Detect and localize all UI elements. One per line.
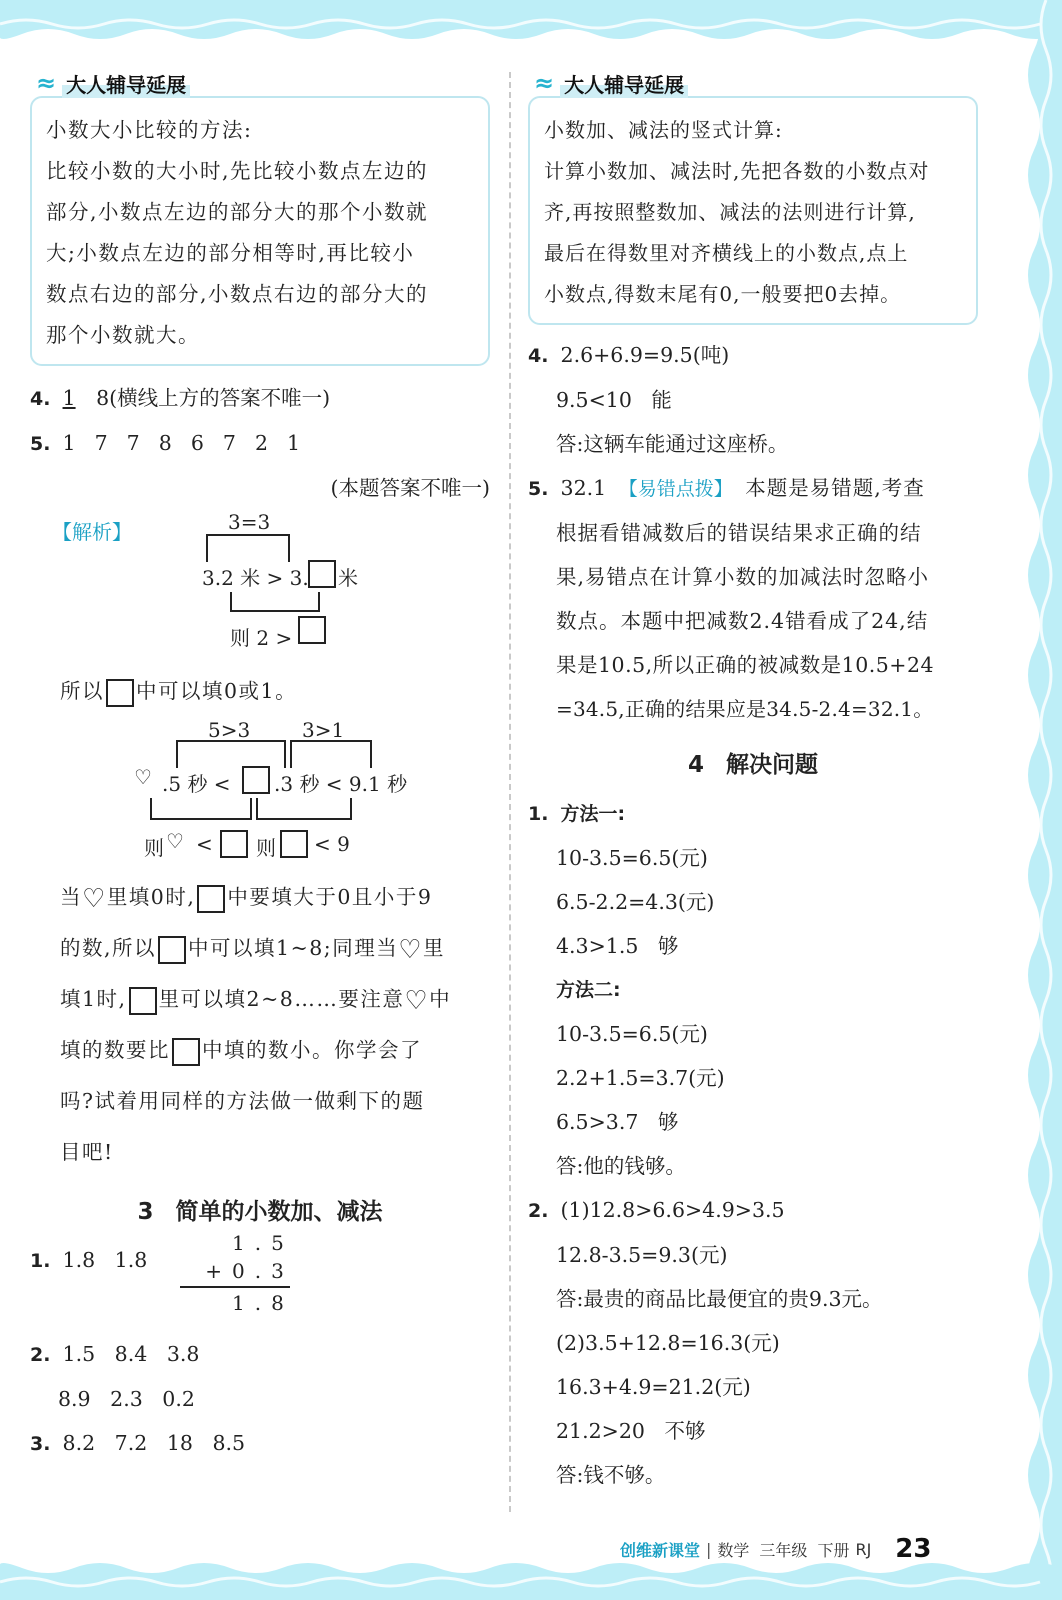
left-column <box>30 68 490 1466</box>
wave-icon: ≈ <box>36 69 57 97</box>
answer-box <box>220 830 248 858</box>
tip-line: 部分,小数点左边的部分大的那个小数就 <box>46 200 429 224</box>
s3-question-2: 2. 1.5 8.4 3.8 <box>30 1342 200 1366</box>
analysis-diagram-1: 【解析】 3=3 3.2 米 > 3. 米 则 2 > <box>52 510 358 650</box>
tip-line: 大;小数点左边的部分相等时,再比较小 <box>46 241 415 265</box>
column-divider <box>509 72 511 1512</box>
tip-line: 计算小数加、减法时,先把各数的小数点对 <box>544 159 930 183</box>
analysis-diagram-2: 5>3 3>1 ♡ .5 秒 < .3 秒 < 9.1 秒 则 ♡ < 则 < 9 <box>134 718 408 860</box>
analysis-text: 的数,所以 <box>60 936 157 960</box>
tip-line: 小数加、减法的竖式计算: <box>544 118 783 142</box>
analysis-line <box>60 974 490 1025</box>
subject: 数学 <box>717 1540 750 1560</box>
top-wave-border <box>0 0 1062 52</box>
analysis-text: 中可以填1~8;同理当 <box>188 936 399 960</box>
vertical-calculation: 1.5 +0.3 1.8 <box>180 1238 300 1322</box>
heart-icon: ♡ <box>134 765 152 789</box>
answer-box <box>280 830 308 858</box>
analysis-text: 中 <box>429 987 452 1011</box>
answer-box <box>172 1038 200 1066</box>
tip-line: 数点右边的部分,小数点右边的部分大的 <box>46 282 429 306</box>
analysis-line <box>60 923 490 974</box>
answer-box <box>129 987 157 1015</box>
analysis-text: 目吧! <box>60 1140 114 1164</box>
analysis-text: 中要填大于0且小于9 <box>227 885 433 909</box>
tip-line: 那个小数就大。 <box>46 323 200 347</box>
answer-box <box>242 766 270 794</box>
s3-question-2-line2: 8.9 2.3 0.2 <box>58 1387 195 1411</box>
term: 下册 <box>817 1540 850 1560</box>
question-5: 5. 1 7 7 8 6 7 2 1 <box>30 431 303 455</box>
tip-header <box>30 68 490 98</box>
analysis-line <box>60 1076 490 1127</box>
analysis-para-2 <box>30 872 490 1178</box>
answer-box <box>106 679 134 707</box>
analysis-text: 里 <box>423 936 446 960</box>
analysis-tag: 【解析】 <box>52 520 132 544</box>
s3-question-1: 1. 1.8 1.8 1.5 +0.3 1.8 <box>30 1238 490 1328</box>
heart-icon: ♡ <box>166 829 184 853</box>
s4-question-2: 2. (1)12.8>6.6>4.9>3.5 <box>528 1198 785 1222</box>
page-number: 23 <box>895 1534 932 1564</box>
tip-line: 小数大小比较的方法: <box>46 118 253 142</box>
analysis-text: 填的数要比 <box>60 1038 170 1062</box>
tip-line: 比较小数的大小时,先比较小数点左边的 <box>46 159 429 183</box>
analysis-text: 吗?试着用同样的方法做一做剩下的题 <box>60 1089 425 1113</box>
tip-box <box>528 96 978 325</box>
analysis-para-1: 所以 中可以填0或1。 <box>30 668 490 714</box>
analysis-line <box>60 1127 490 1178</box>
analysis-text: 中填的数小。你学会了 <box>202 1038 422 1062</box>
right-column: ≈ 大人辅导延展 小数加、减法的竖式计算: 计算小数加、减法时,先把各数的小数点对 齐,再按照整数加、减法的法则进行计算, 最后在得数里对齐横线上的小数点,点上 小数点,得数末尾有0,一般要把0去掉。 4. 2.6+6.9=9.5(吨) 9.5<10 能 答:这辆车能通过这座桥。 5. 32.1 【易错点拨】 本题是易错题,考查 根据看错减数后的错误结果求正确的结 果,易错点在计算小数的加减法时忽略小 数点。本题中把减数2.4错看成了24,结 果是10.5,所以正确的被减数是10.5+24 =34.5,正确的结果应是34.5-2.4=32.1。 4 解决问题 1. 方法一: 10-3.5=6.5(元) 6.5-2.2=4.3(元) 4.3>1.5 够 方法二: 10-3.5=6.5(元) 2.2+1.5=3.7(元) 6.5>3.7 够 答:他的钱够。 2. (1)12.8>6.6>4.9>3.5 12.8-3.5=9.3(元) 答:最贵的商品比最便宜的贵9.3元。 (2)3.5+12.8=16.3(元) 16.3+4.9=21.2(元) 21.2>20 不够 答:钱不够。 <box>528 68 978 1497</box>
tip-box <box>30 96 490 366</box>
tip-line: 最后在得数里对齐横线上的小数点,点上 <box>544 241 909 265</box>
tip-title: 大人辅导延展 <box>560 69 688 98</box>
s3-question-3: 3. 8.2 7.2 18 8.5 <box>30 1431 246 1455</box>
analysis-text: 当 <box>60 885 82 909</box>
question-5-note: (本题答案不唯一) <box>330 476 490 500</box>
error-tip-tag: 【易错点拨】 <box>618 478 733 500</box>
analysis-text: 填1时, <box>60 987 127 1011</box>
analysis-line <box>60 1025 490 1076</box>
tip-line: 小数点,得数末尾有0,一般要把0去掉。 <box>544 282 902 306</box>
tip-header <box>528 68 978 98</box>
edition: RJ <box>855 1539 872 1559</box>
brand-name: 创维新课堂 <box>620 1540 701 1560</box>
section-3-title: 3 简单的小数加、减法 <box>137 1199 383 1225</box>
analysis-line <box>60 872 490 923</box>
s4-question-1: 1. 方法一: <box>528 803 626 825</box>
answer-box <box>308 560 336 588</box>
heart-icon: ♡ <box>404 985 430 1016</box>
answer-box <box>158 936 186 964</box>
heart-icon: ♡ <box>82 883 107 914</box>
right-wave-border <box>1000 0 1062 1600</box>
answer-box <box>197 885 225 913</box>
r-question-5: 5. 32.1 【易错点拨】 本题是易错题,考查 <box>528 476 925 500</box>
analysis-text: 里可以填2~8……要注意 <box>158 987 405 1011</box>
section-4-title: 4 解决问题 <box>687 752 818 778</box>
answer-box <box>298 616 326 644</box>
tip-title: 大人辅导延展 <box>62 69 190 98</box>
heart-icon: ♡ <box>398 934 424 965</box>
grade: 三年级 <box>759 1540 808 1560</box>
r-question-4: 4. 2.6+6.9=9.5(吨) <box>528 343 730 367</box>
page-footer: 创维新课堂 | 数学 三年级 下册 RJ 23 <box>620 1534 932 1564</box>
wave-icon: ≈ <box>534 69 555 97</box>
tip-line: 齐,再按照整数加、减法的法则进行计算, <box>544 200 916 224</box>
analysis-text: 里填0时, <box>106 885 196 909</box>
question-4: 4. 1 8(横线上方的答案不唯一) <box>30 386 331 410</box>
